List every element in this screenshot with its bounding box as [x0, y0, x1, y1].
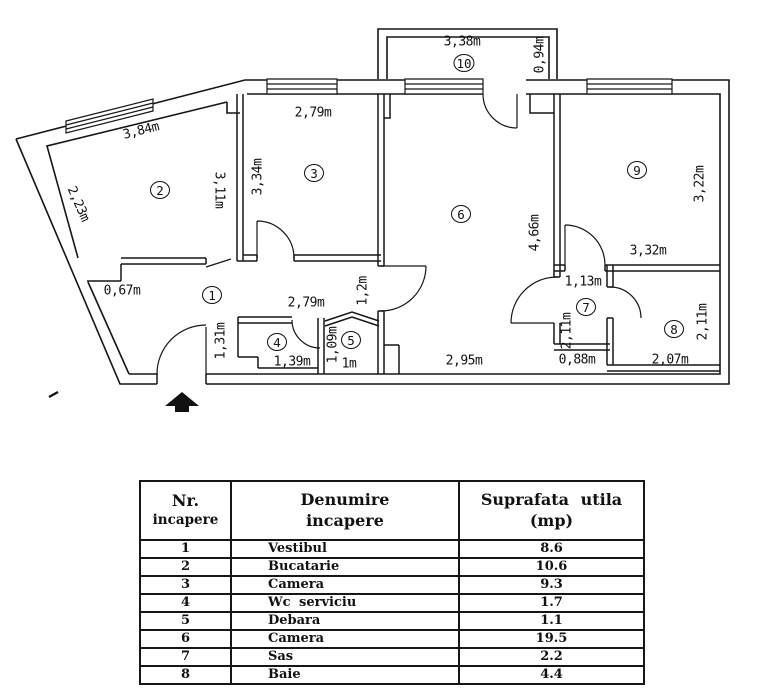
- dimension-label: 3,22m: [692, 165, 708, 203]
- cell-room-area: 8.6: [459, 540, 644, 558]
- table-row: [140, 576, 644, 594]
- header-suprafata: [459, 481, 644, 540]
- room-number-marker: 4: [267, 333, 287, 351]
- room-number-marker: 3: [304, 164, 324, 182]
- header-text: incapere: [152, 512, 219, 529]
- cell-room-number: 5: [140, 612, 231, 630]
- cell-room-name: Wc serviciu: [231, 594, 459, 612]
- entrance-arrow-icon: [165, 392, 199, 412]
- header-text: Suprafata utila: [480, 489, 623, 509]
- table-header-row: [140, 481, 644, 540]
- interior-walls: [87, 94, 720, 384]
- dimension-label: 3,34m: [250, 158, 266, 196]
- header-denumire: [231, 481, 459, 540]
- cell-room-number: 1: [140, 540, 231, 558]
- header-text: Nr.: [171, 491, 200, 511]
- room-number-marker: 7: [576, 298, 596, 316]
- dimension-label: 2,07m: [651, 352, 689, 368]
- dimension-label: 2,23m: [63, 184, 93, 224]
- dimension-label: 2,79m: [287, 295, 325, 311]
- dimension-label: 2,11m: [559, 312, 575, 350]
- room-area-table: [139, 480, 645, 685]
- room-number-marker: 6: [451, 205, 471, 223]
- dimension-label: 1,09m: [325, 326, 341, 364]
- dimension-label: 1,39m: [273, 354, 311, 370]
- cell-room-area: 10.6: [459, 558, 644, 576]
- header-text: incapere: [306, 510, 384, 530]
- cell-room-name: Sas: [231, 648, 459, 666]
- dimension-label: 1,2m: [355, 276, 371, 306]
- cell-room-number: 2: [140, 558, 231, 576]
- cell-room-area: 4.4: [459, 666, 644, 684]
- cell-room-number: 7: [140, 648, 231, 666]
- dimension-label: 0,88m: [558, 352, 596, 368]
- header-nr-incapere: [140, 481, 231, 540]
- table-row: [140, 648, 644, 666]
- dimension-label: 4,66m: [527, 214, 543, 252]
- room-number-marker: 1: [202, 286, 222, 304]
- table-row: [140, 630, 644, 648]
- dimension-label: 1m: [341, 356, 357, 372]
- cell-room-name: Bucatarie: [231, 558, 459, 576]
- cell-room-number: 3: [140, 576, 231, 594]
- header-text: Denumire: [300, 489, 390, 509]
- cell-room-number: 4: [140, 594, 231, 612]
- cell-room-area: 1.7: [459, 594, 644, 612]
- table-row: [140, 594, 644, 612]
- table-row: [140, 666, 644, 684]
- dimension-label: 1,13m: [564, 274, 602, 290]
- dimension-label: 1,31m: [213, 322, 229, 360]
- header-text: (mp): [529, 510, 574, 530]
- table-row: [140, 612, 644, 630]
- cell-room-name: Camera: [231, 576, 459, 594]
- dimension-label: 3,32m: [629, 243, 667, 259]
- room-number-marker: 10: [453, 54, 474, 72]
- dimension-label: 3,84m: [121, 119, 161, 143]
- dimension-label: 3,11m: [211, 171, 227, 209]
- cell-room-name: Baie: [231, 666, 459, 684]
- cell-room-name: Camera: [231, 630, 459, 648]
- tick-mark: [49, 392, 58, 397]
- cell-room-name: Vestibul: [231, 540, 459, 558]
- room-number-marker: 2: [150, 181, 170, 199]
- cell-room-area: 2.2: [459, 648, 644, 666]
- dimension-label: 0,94m: [532, 36, 548, 74]
- cell-room-area: 1.1: [459, 612, 644, 630]
- cell-room-area: 19.5: [459, 630, 644, 648]
- cell-room-number: 6: [140, 630, 231, 648]
- room-number-marker: 9: [627, 161, 647, 179]
- dimension-label: 2,95m: [445, 353, 483, 369]
- dimension-label: 2,11m: [695, 303, 711, 341]
- cell-room-area: 9.3: [459, 576, 644, 594]
- cell-room-name: Debara: [231, 612, 459, 630]
- room-number-marker: 5: [341, 331, 361, 349]
- table-row: [140, 540, 644, 558]
- dimension-label: 2,79m: [294, 105, 332, 121]
- dimension-label: 3,38m: [443, 34, 481, 50]
- cell-room-number: 8: [140, 666, 231, 684]
- dimension-label: 0,67m: [103, 283, 141, 299]
- room-number-marker: 8: [664, 320, 684, 338]
- table-row: [140, 558, 644, 576]
